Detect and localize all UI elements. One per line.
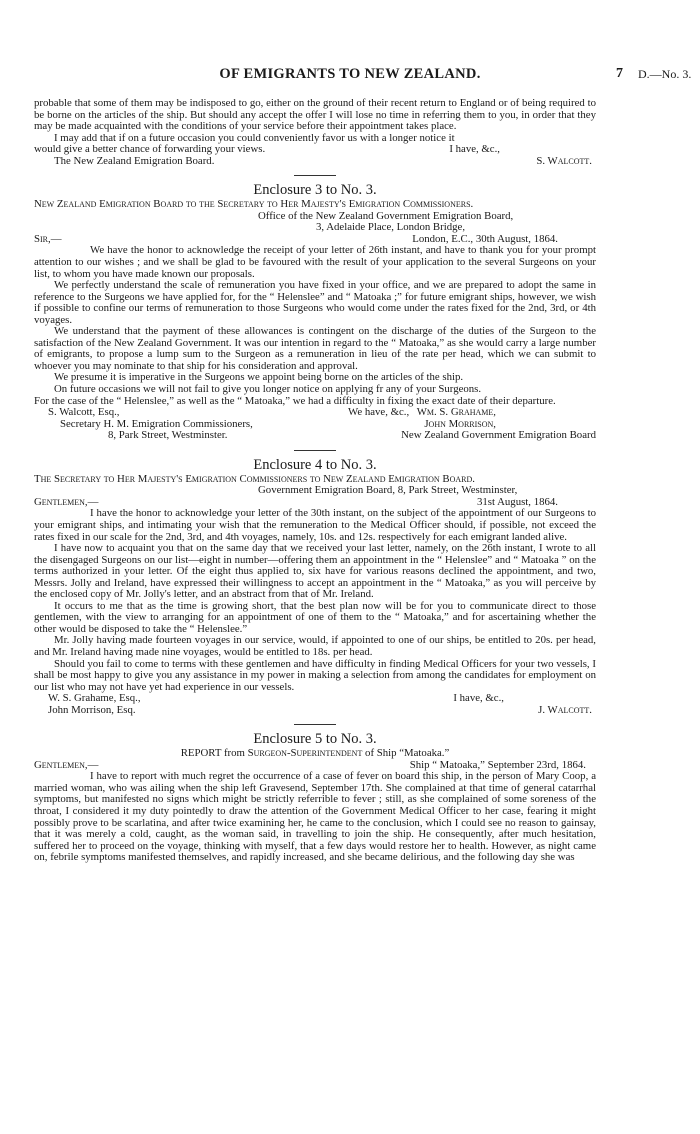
enclosure-4-closing: I have, &c., [453,692,504,705]
enclosure-3-subheading: New Zealand Emigration Board to the Secretary to Her Majesty's Emigration Commissioners. [34,198,474,211]
continuation-closing: I have, &c., [449,143,500,156]
continuation-paragraph-2-line-2: would give a better chance of forwarding your views. [34,143,266,156]
enclosure-4-paragraph-2: I have now to acquaint you that on the same day that we received your last letter, namely, on the 26th instant, I wrote to all the disengaged Surgeons on our list—eight in number—offering them an appointment in the “ Helenslee” and “ Matoaka ” on the terms authorized in your letter. Of the eight thus applied to, six have for various reasons declined the appointment, and two, Messrs. Jolly and Ireland, have expressed their willingness to accept an appointment in the “ Matoaka,” as you will perceive by the enclosed copy of Mr. Jolly's letter, and an abstract from that of Mr. Ireland. [34,542,596,601]
enclosure-5-heading: Enclosure 5 to No. 3. [253,731,377,748]
enclosure-4-address: Government Emigration Board, 8, Park Street, Westminster, [258,484,518,497]
enclosure-4-addressee-2: John Morrison, Esq. [48,703,136,716]
section-divider [294,450,336,451]
continuation-signature: S. Walcott. [536,154,592,167]
enclosure-3-addressee-address: 8, Park Street, Westminster. [108,429,228,442]
enclosure-3-address-line-2: 3, Adelaide Place, London Bridge, [316,221,466,234]
enclosure-5-subheading-suffix: of Ship “Matoaka.” [362,747,450,760]
enclosure-4-date: 31st August, 1864. [477,495,558,508]
document-reference: D.—No. 3. [638,67,692,81]
section-divider [294,724,336,725]
enclosure-4-signoff-row-2 [34,705,596,717]
continuation-addressee: The New Zealand Emigration Board. [54,154,215,167]
enclosure-3-paragraph-3: We understand that the payment of these allowances is contingent on the discharge of the duties of the Surgeon to the satisfaction of the New Zealand Government. It was our intention in regard to the “ Matoaka,” as she would carry a large number of emigrants, to propose a lump sum to the Surgeon as a remuneration in lieu of the rate per head, which we can submit to whoever you may nominate to that ship for his consideration and approval. [34,325,596,372]
enclosure-4-salutation: Gentlemen,— [34,495,99,508]
enclosure-5-subheading-prefix: REPORT from [180,747,248,760]
continuation-paragraph-1: probable that some of them may be indisposed to go, either on the ground of their recent return to England or of being required to be borne on the articles of the ship. But should any accept the offer I will lose no time in referring them to you, in order that they may be made acquainted with the conditions of your service before their appointment takes place. [34,97,596,133]
enclosure-3-signer-org: New Zealand Government Emigration Board [401,429,596,442]
enclosure-5-paragraph-1: I have to report with much regret the occurrence of a case of fever on board this ship, in the person of Mary Coop, a married woman, who was ailing when the ship left Gravesend, September 17th. She complained at that time of general catarrhal symptoms, but manifested no signs which might be strictly referrible to fever ; still, as she complained of some soreness of the throat, I considered it my duty pointedly to draw the attention of the Government Medical Officer to her case, fearing it might possibly prove to be scarlatina, and after twice examining her, he came to the conclusion, which I could see no reason to gainsay, that it was merely a cold, caught, as the woman said, in travelling to join the ship. He consequently, after much hesitation, suffered her to proceed on the voyage, thinking with myself, that a few days would restore her to health. However, as night came on, febrile symptoms manifested themselves, and rapidly increased, and she became delirious, and the following day she was [34,770,596,864]
page-number: 7 [616,66,623,81]
document-body [34,98,596,864]
enclosure-4-addressee-1: W. S. Grahame, Esq., [48,692,141,705]
enclosure-4-signature: J. Walcott. [538,703,592,716]
enclosure-4-paragraph-1: I have the honor to acknowledge your letter of the 30th instant, on the subject of the appointment of our Surgeons to your emigrant ships, and intimating your wish that the remuneration to the Medical Officer should, if possible, not exceed the rates fixed in our scale for the 2nd, 3rd, and 4th voyages, namely, 10s. and 12s. respectively for each emigrant landed alive. [34,507,596,543]
enclosure-3-address-line-1: Office of the New Zealand Government Emigration Board, [258,209,514,222]
enclosure-3-date: London, E.C., 30th August, 1864. [412,232,558,245]
enclosure-3-closing: We have, &c., [344,407,409,419]
enclosure-4-heading: Enclosure 4 to No. 3. [253,456,377,473]
enclosure-3-addressee-name: S. Walcott, Esq., [48,406,120,419]
enclosure-3-signoff-row-1 [34,407,596,419]
enclosure-3-paragraph-1: We have the honor to acknowledge the receipt of your letter of 26th instant, and have to thank you for your prompt attention to our wishes ; and we shall be glad to be favoured with the result of your application to the several Surgeons on your list, to whom you have made known our proposals. [34,244,596,280]
running-header-title: OF EMIGRANTS TO NEW ZEALAND. [219,66,481,82]
enclosure-3-signer-1: Wm. S. Grahame, [416,406,496,419]
continuation-paragraph-2-line-1: I may add that if on a future occasion you could conveniently favor us with a longer notice it [54,131,455,144]
enclosure-4-subheading: The Secretary to Her Majesty's Emigration Commissioners to New Zealand Emigration Board. [34,472,475,485]
enclosure-3-paragraph-2: We perfectly understand the scale of remuneration you have fixed in your office, and we are prepared to adopt the same in reference to the Surgeons we have applied for, for the “ Helenslee” and “ Matoaka ;” for future emigrant ships, however, we wish if possible to confine our terms of remuneration to those Surgeons who would come under the rates fixed for the 2nd, 3rd, or 4th voyages. [34,279,596,326]
section-divider [294,175,336,176]
enclosure-4-paragraph-3: It occurs to me that as the time is growing short, that the best plan now will be for you to communicate direct to those gentlemen, with the view to arranging for an appointment of one of them to the “ Matoaka,” and for ascertaining whether the other would be disposed to take the “ Helenslee.” [34,599,596,635]
continuation-signature-row [34,156,596,168]
enclosure-3-paragraph-5-rest: For the case of the “ Helenslee,” as well as the “ Matoaka,” we had a difficulty in fixing the exact date of their departure. [34,394,556,407]
enclosure-3-signoff-row-3 [34,430,596,442]
enclosure-4-paragraph-4: Mr. Jolly having made fourteen voyages in our service, would, if appointed to one of our ships, be entitled to 20s. per head, and Mr. Ireland having made nine voyages, would be entitled to 18s. per head. [34,634,596,658]
enclosure-5-salutation: Gentlemen,— [34,758,99,771]
continuation-closing-row [34,144,596,156]
enclosure-3-addressee-title: Secretary H. M. Emigration Commissioners, [60,417,253,430]
enclosure-3-paragraph-4: We presume it is imperative in the Surgeons we appoint being borne on the articles of the ship. [54,371,464,384]
enclosure-4-signoff-row-1 [34,693,596,705]
enclosure-3-heading: Enclosure 3 to No. 3. [253,182,377,199]
enclosure-3-paragraph-5-line-1: On future occasions we will not fail to give you longer notice on applying fr any of your Surgeons. [54,383,482,396]
enclosure-3-signer-2: John Morrison, [424,417,496,430]
enclosure-4-paragraph-5: Should you fail to come to terms with these gentlemen and have difficulty in finding Medical Officers for your two vessels, I shall be most happy to give you any assistance in my power in making a selection from among the candidates for employment on our list who may not have yet had experience in our vessels. [34,657,596,693]
enclosure-5-dateline: Ship “ Matoaka,” September 23rd, 1864. [409,758,586,771]
enclosure-3-salutation: Sir,— [34,232,62,245]
enclosure-5-subheading-office: Surgeon-Superintendent [247,747,363,760]
